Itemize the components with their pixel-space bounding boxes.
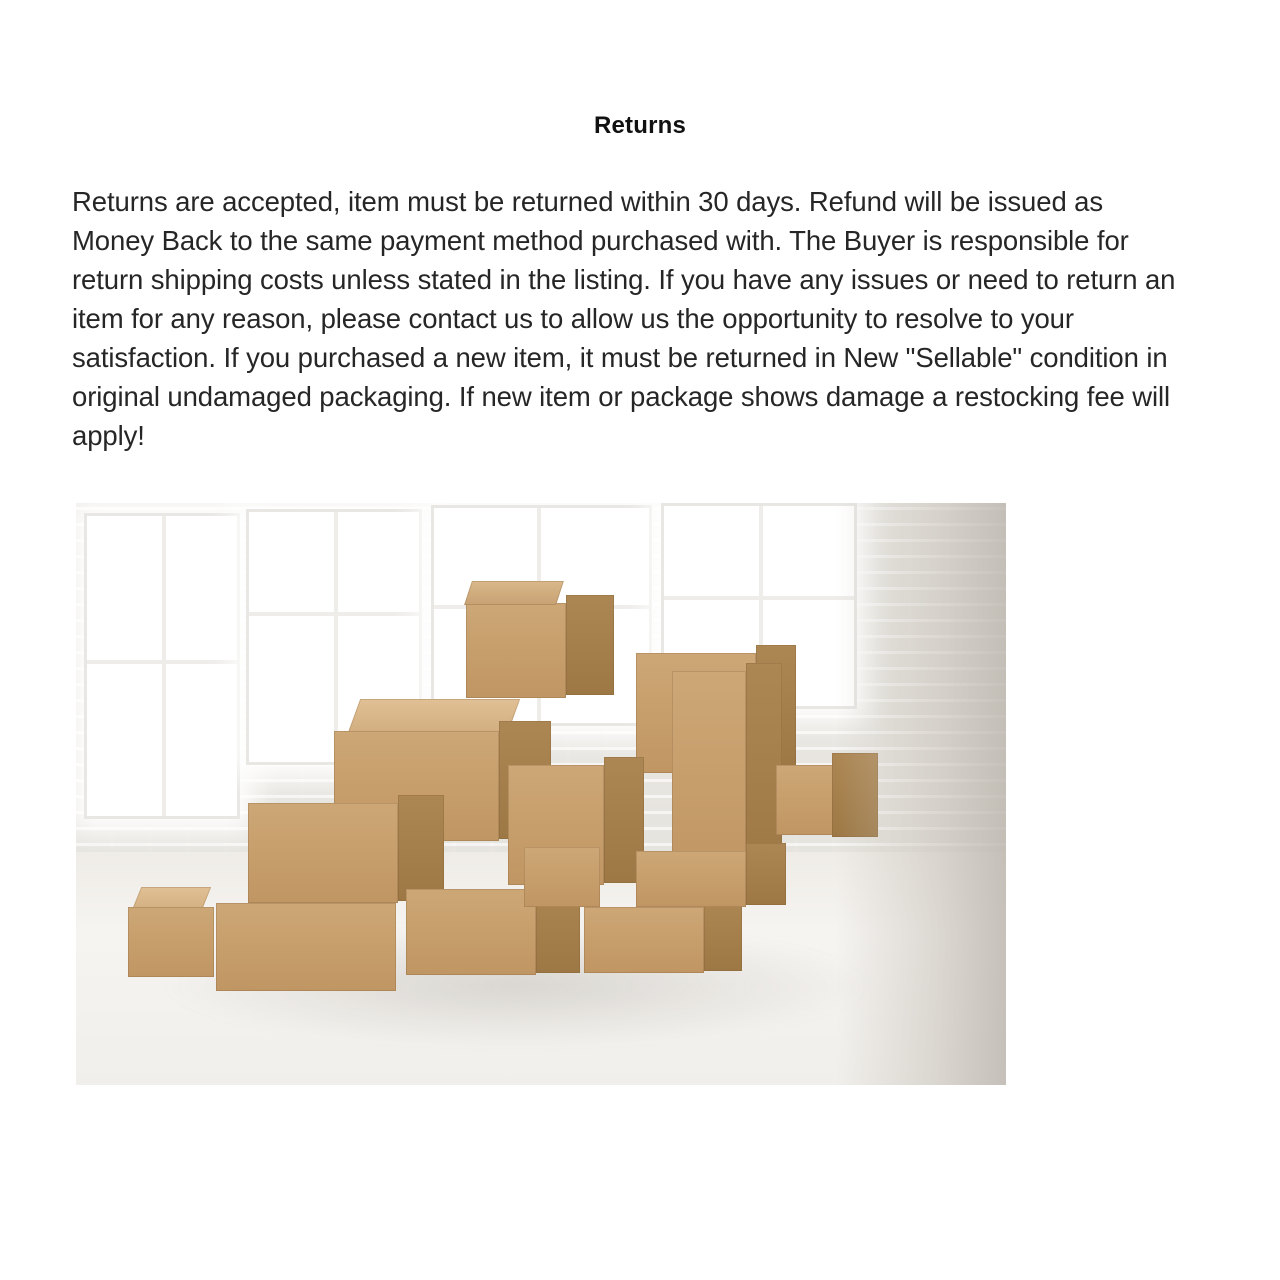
- page-title: Returns: [593, 112, 687, 139]
- cardboard-box-flap: [348, 699, 520, 733]
- window-icon: [84, 513, 240, 819]
- cardboard-box: [128, 907, 214, 977]
- boxes-photo: [76, 503, 1006, 1085]
- cardboard-box: [704, 901, 742, 971]
- photo-vignette: [836, 503, 1006, 1085]
- cardboard-box: [672, 671, 746, 881]
- returns-policy-text: Returns are accepted, item must be returned within 30 days. Refund will be issued as Money Back to the same payment method purchased with. The Buyer is responsible for return shipping costs unless stated in the listing. If you have any issues or need to return an item for any reason, please contact us to allow us the opportunity to resolve to your satisfaction. If you purchased a new item, it must be returned in New "Sellable" condition in original undamaged packaging. If new item or package shows damage a restocking fee will apply!: [72, 186, 1176, 451]
- cardboard-box-flap: [464, 581, 564, 605]
- cardboard-box: [524, 847, 600, 907]
- cardboard-box: [406, 889, 536, 975]
- cardboard-box: [248, 803, 398, 903]
- cardboard-box: [636, 851, 746, 907]
- cardboard-box: [584, 907, 704, 973]
- photo-scene: [76, 503, 1006, 1085]
- cardboard-box: [566, 595, 614, 695]
- cardboard-box: [216, 903, 396, 991]
- cardboard-box: [466, 603, 566, 698]
- cardboard-box: [398, 795, 444, 901]
- cardboard-box: [746, 843, 786, 905]
